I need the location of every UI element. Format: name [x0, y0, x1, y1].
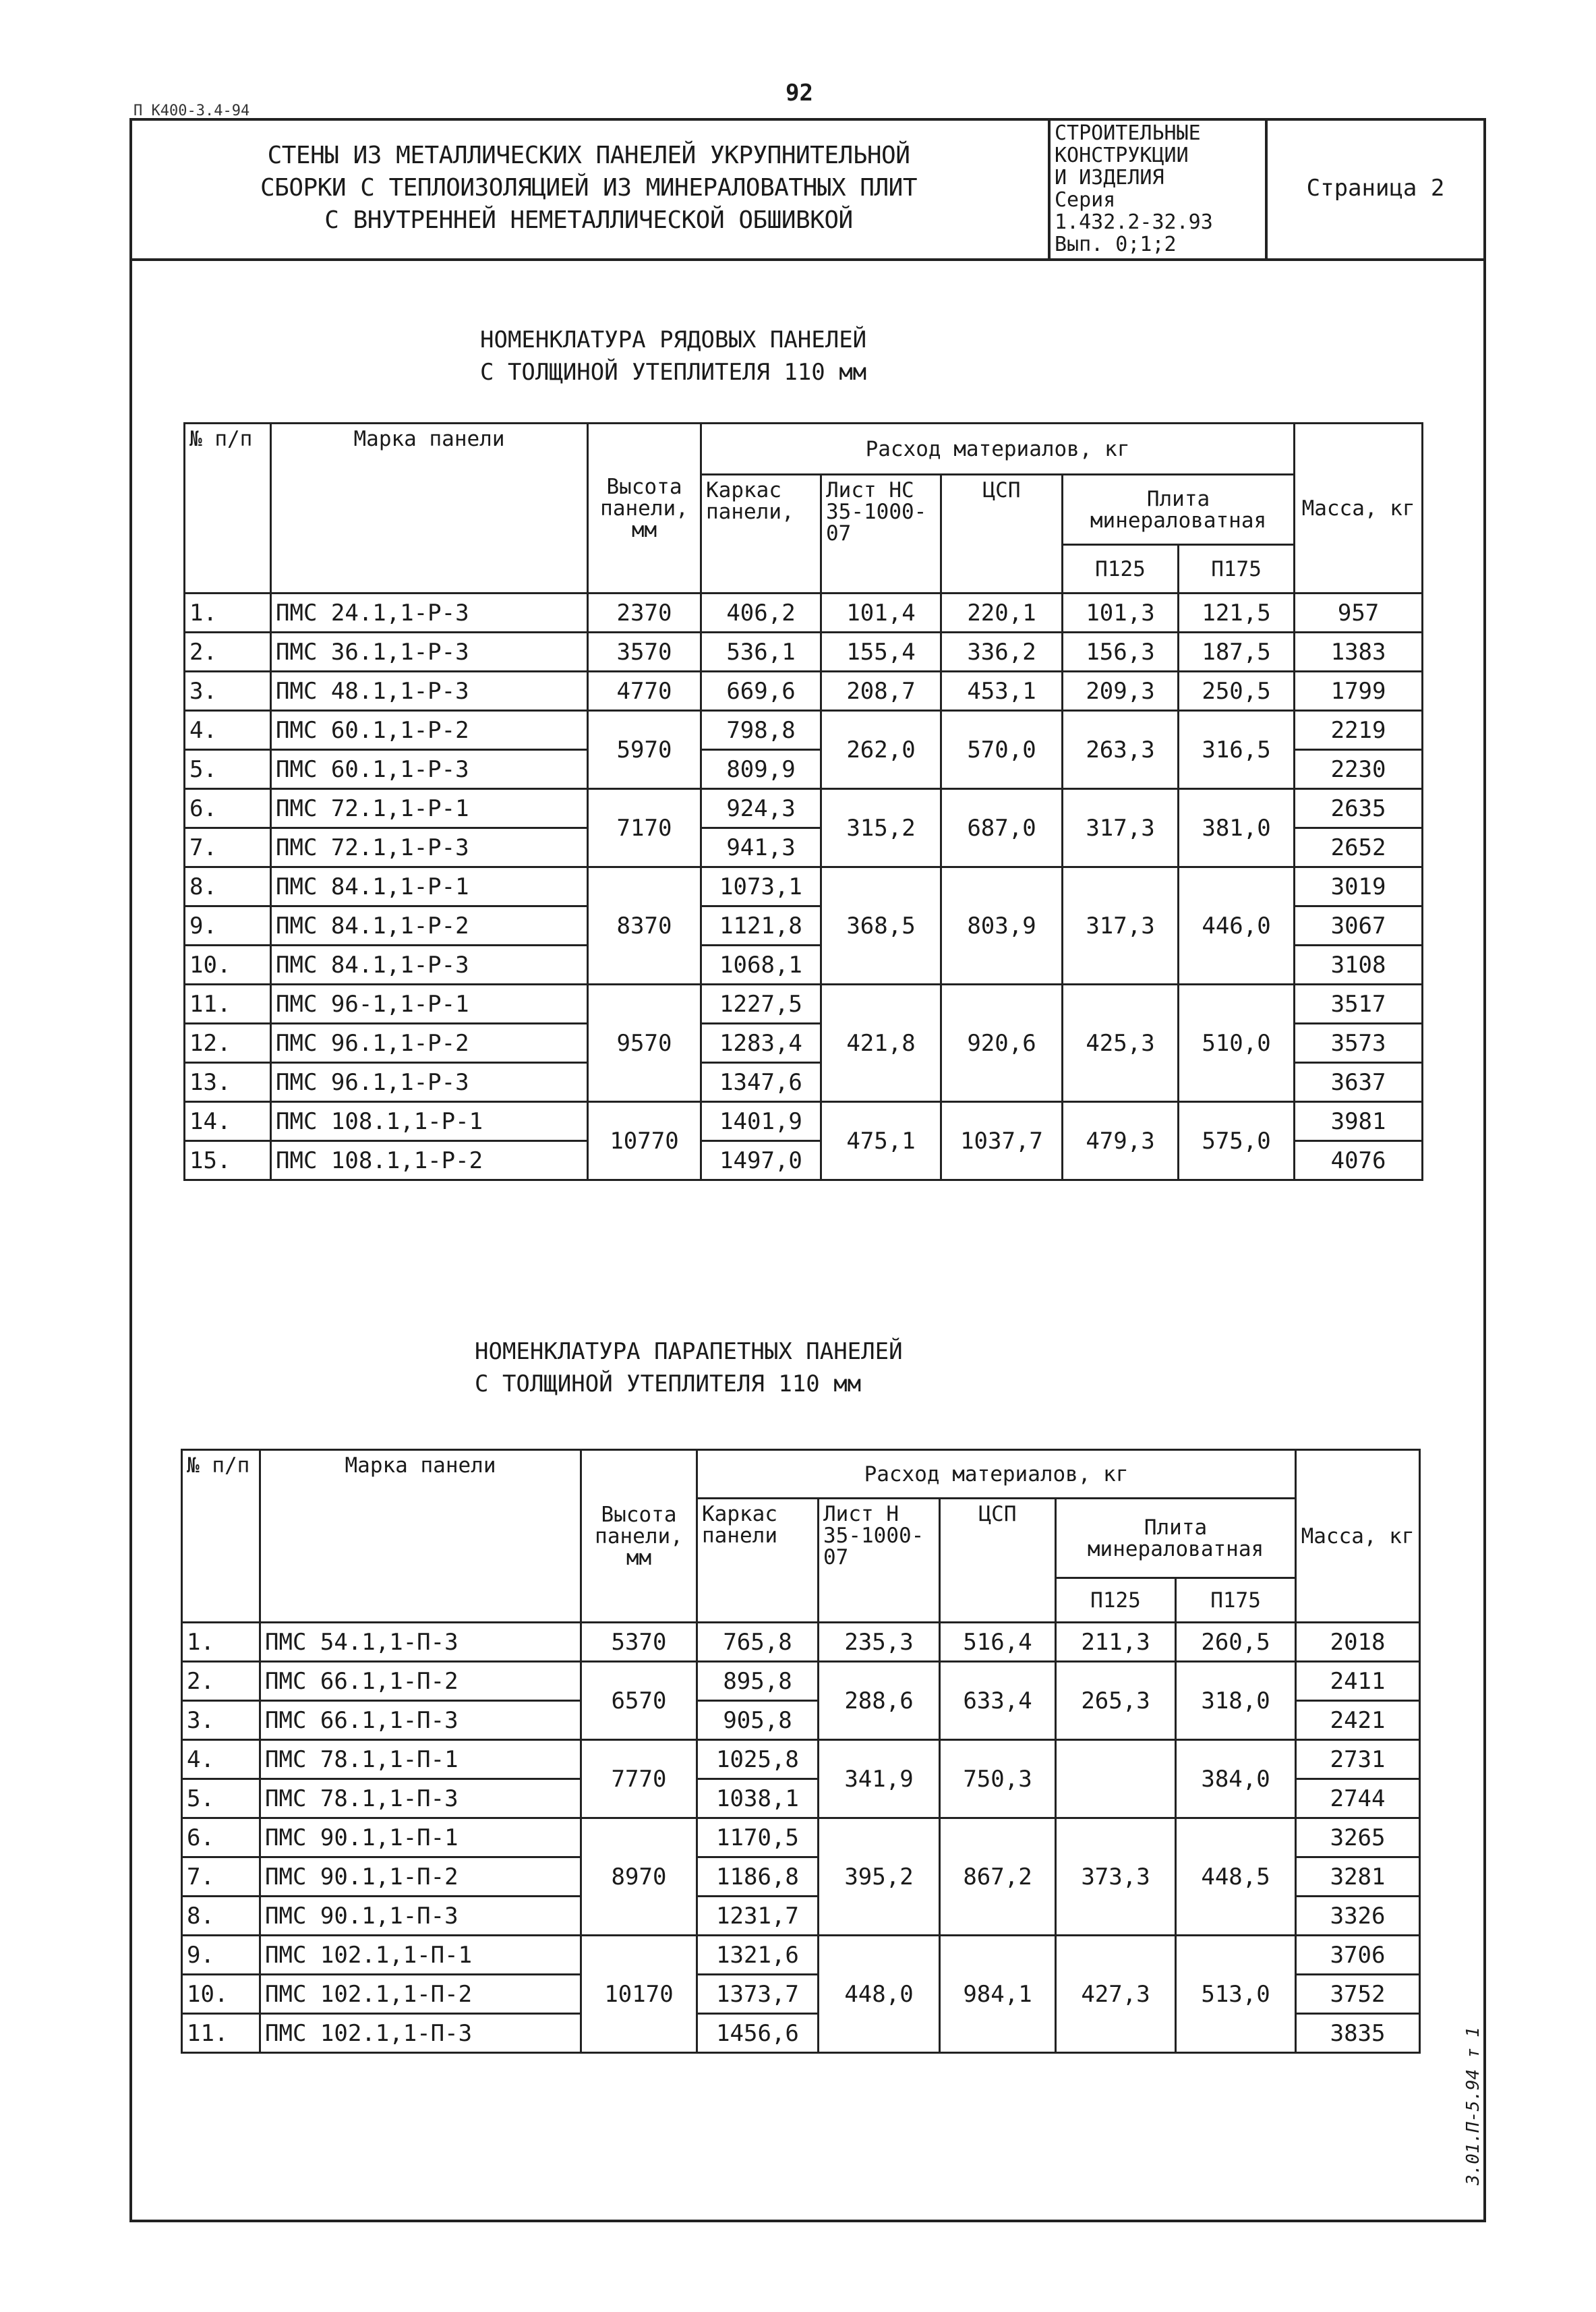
cell-csp: 750,3	[940, 1740, 1056, 1818]
cell-num: 6.	[182, 1818, 260, 1857]
cell-mark: ПМС 102.1,1-П-1	[260, 1936, 581, 1975]
cell-p175: 510,0	[1179, 985, 1295, 1102]
cell-num: 15.	[185, 1141, 271, 1180]
header-sheet: Лист Н 35-1000-07	[819, 1499, 940, 1623]
cell-mark: ПМС 102.1,1-П-2	[260, 1975, 581, 2014]
cell-mass: 3517	[1295, 985, 1423, 1024]
cell-mass: 3067	[1295, 906, 1423, 946]
cell-frame: 1373,7	[697, 1975, 819, 2014]
cell-frame: 1068,1	[701, 946, 821, 985]
cell-sheet: 101,4	[821, 594, 941, 633]
cell-csp: 867,2	[940, 1818, 1056, 1936]
cell-num: 10.	[182, 1975, 260, 2014]
header-num: № п/п	[182, 1450, 260, 1623]
cell-p175: 260,5	[1176, 1623, 1296, 1662]
cell-p175: 318,0	[1176, 1662, 1296, 1740]
cell-height: 7770	[581, 1740, 697, 1818]
series-line: 1.432.2-32.93	[1055, 210, 1213, 234]
cell-height: 6570	[581, 1662, 697, 1740]
cell-num: 6.	[185, 789, 271, 828]
cell-frame: 895,8	[697, 1662, 819, 1701]
cell-mass: 2744	[1296, 1779, 1420, 1818]
cell-mark: ПМС 48.1,1-Р-3	[271, 672, 588, 711]
cell-mass: 3019	[1295, 867, 1423, 906]
series-line: Серия	[1055, 188, 1116, 212]
cell-num: 5.	[185, 750, 271, 789]
cell-mass: 3573	[1295, 1024, 1423, 1063]
cell-mark: ПМС 90.1,1-П-3	[260, 1897, 581, 1936]
cell-sheet: 262,0	[821, 711, 941, 789]
cell-mass: 1383	[1295, 633, 1423, 672]
cell-frame: 406,2	[701, 594, 821, 633]
cell-num: 8.	[182, 1897, 260, 1936]
cell-mark: ПМС 96.1,1-Р-3	[271, 1063, 588, 1102]
series-info	[1051, 118, 1268, 258]
cell-p125: 209,3	[1063, 672, 1179, 711]
cell-num: 11.	[185, 985, 271, 1024]
cell-frame: 1283,4	[701, 1024, 821, 1063]
cell-mass: 2411	[1296, 1662, 1420, 1701]
cell-p125: 373,3	[1056, 1818, 1176, 1936]
cell-height: 10170	[581, 1936, 697, 2053]
cell-frame: 1456,6	[697, 2014, 819, 2053]
cell-p125: 317,3	[1063, 789, 1179, 867]
cell-height: 8370	[588, 867, 701, 985]
cell-sheet: 448,0	[819, 1936, 940, 2053]
cell-height: 10770	[588, 1102, 701, 1180]
cell-csp: 633,4	[940, 1662, 1056, 1740]
cell-frame: 1025,8	[697, 1740, 819, 1779]
cell-p175: 446,0	[1179, 867, 1295, 985]
cell-mass: 3981	[1295, 1102, 1423, 1141]
cell-frame: 765,8	[697, 1623, 819, 1662]
cell-num: 2.	[185, 633, 271, 672]
cell-mark: ПМС 96.1,1-Р-2	[271, 1024, 588, 1063]
header-p125: П125	[1056, 1578, 1176, 1623]
header-mass: Масса, кг	[1295, 424, 1423, 594]
cell-mark: ПМС 84.1,1-Р-2	[271, 906, 588, 946]
table-row	[182, 1818, 1420, 1857]
cell-frame: 1321,6	[697, 1936, 819, 1975]
cell-sheet: 208,7	[821, 672, 941, 711]
cell-num: 1.	[182, 1623, 260, 1662]
cell-num: 10.	[185, 946, 271, 985]
cell-frame: 924,3	[701, 789, 821, 828]
cell-mass: 3326	[1296, 1897, 1420, 1936]
document-title	[129, 118, 1051, 258]
title-line: С ВНУТРЕННЕЙ НЕМЕТАЛЛИЧЕСКОЙ ОБШИВКОЙ	[324, 206, 853, 234]
cell-p125: 425,3	[1063, 985, 1179, 1102]
cell-num: 4.	[182, 1740, 260, 1779]
header-sheet: Лист НС 35-1000-07	[821, 475, 941, 594]
cell-num: 2.	[182, 1662, 260, 1701]
table2-title-line: С ТОЛЩИНОЙ УТЕПЛИТЕЛЯ 110 мм	[475, 1370, 862, 1397]
ordinary-panels-table	[183, 422, 1423, 1181]
cell-num: 14.	[185, 1102, 271, 1141]
cell-p175: 187,5	[1179, 633, 1295, 672]
doc-code: П К400-3.4-94	[134, 103, 250, 119]
cell-sheet: 315,2	[821, 789, 941, 867]
sheet-label: Страница 2	[1306, 175, 1445, 202]
header-mark: Марка панели	[271, 424, 588, 594]
cell-num: 9.	[182, 1936, 260, 1975]
cell-mark: ПМС 60.1,1-Р-3	[271, 750, 588, 789]
series-line: КОНСТРУКЦИИ	[1055, 144, 1189, 167]
cell-height: 5370	[581, 1623, 697, 1662]
cell-mass: 2635	[1295, 789, 1423, 828]
header-mark: Марка панели	[260, 1450, 581, 1623]
cell-sheet: 395,2	[819, 1818, 940, 1936]
cell-mass: 3752	[1296, 1975, 1420, 2014]
table2-title	[475, 1335, 903, 1400]
cell-mark: ПМС 24.1,1-Р-3	[271, 594, 588, 633]
cell-csp: 220,1	[941, 594, 1063, 633]
header-plate: Плита минераловатная	[1063, 475, 1295, 545]
cell-height: 5970	[588, 711, 701, 789]
cell-csp: 570,0	[941, 711, 1063, 789]
cell-mark: ПМС 102.1,1-П-3	[260, 2014, 581, 2053]
table-row	[185, 789, 1423, 828]
cell-num: 7.	[185, 828, 271, 867]
cell-mass: 2421	[1296, 1701, 1420, 1740]
cell-p175: 121,5	[1179, 594, 1295, 633]
cell-csp: 336,2	[941, 633, 1063, 672]
cell-frame: 1227,5	[701, 985, 821, 1024]
cell-frame: 1186,8	[697, 1857, 819, 1897]
header-csp: ЦСП	[941, 475, 1063, 594]
cell-sheet: 475,1	[821, 1102, 941, 1180]
cell-csp: 803,9	[941, 867, 1063, 985]
series-line: И ИЗДЕЛИЯ	[1055, 166, 1164, 190]
cell-frame: 1073,1	[701, 867, 821, 906]
cell-frame: 798,8	[701, 711, 821, 750]
cell-mass: 4076	[1295, 1141, 1423, 1180]
cell-mass: 1799	[1295, 672, 1423, 711]
cell-sheet: 235,3	[819, 1623, 940, 1662]
cell-frame: 941,3	[701, 828, 821, 867]
cell-p125: 427,3	[1056, 1936, 1176, 2053]
cell-csp: 1037,7	[941, 1102, 1063, 1180]
cell-mark: ПМС 66.1,1-П-3	[260, 1701, 581, 1740]
cell-mass: 2219	[1295, 711, 1423, 750]
cell-csp: 920,6	[941, 985, 1063, 1102]
cell-frame: 669,6	[701, 672, 821, 711]
cell-frame: 1231,7	[697, 1897, 819, 1936]
cell-height: 8970	[581, 1818, 697, 1936]
cell-sheet: 341,9	[819, 1740, 940, 1818]
cell-mass: 2731	[1296, 1740, 1420, 1779]
header-height: Высота панели, мм	[588, 424, 701, 594]
table-row	[185, 1102, 1423, 1141]
cell-mass: 3265	[1296, 1818, 1420, 1857]
cell-p175: 316,5	[1179, 711, 1295, 789]
cell-p175: 513,0	[1176, 1936, 1296, 2053]
cell-num: 7.	[182, 1857, 260, 1897]
cell-mark: ПМС 60.1,1-Р-2	[271, 711, 588, 750]
cell-frame: 1121,8	[701, 906, 821, 946]
cell-p125: 317,3	[1063, 867, 1179, 985]
title-line: СБОРКИ С ТЕПЛОИЗОЛЯЦИЕЙ ИЗ МИНЕРАЛОВАТНЫХ ПЛИТ	[260, 174, 917, 202]
cell-height: 2370	[588, 594, 701, 633]
cell-num: 3.	[185, 672, 271, 711]
header-materials: Расход материалов, кг	[697, 1450, 1296, 1499]
header-plate: Плита минераловатная	[1056, 1499, 1296, 1578]
cell-frame: 1347,6	[701, 1063, 821, 1102]
cell-frame: 536,1	[701, 633, 821, 672]
table-row	[182, 1623, 1420, 1662]
cell-mark: ПМС 84.1,1-Р-1	[271, 867, 588, 906]
header-mass: Масса, кг	[1296, 1450, 1420, 1623]
cell-csp: 687,0	[941, 789, 1063, 867]
cell-p175: 250,5	[1179, 672, 1295, 711]
series-line: Вып. 0;1;2	[1055, 233, 1177, 256]
cell-csp: 453,1	[941, 672, 1063, 711]
cell-p125: 263,3	[1063, 711, 1179, 789]
table-row	[182, 1936, 1420, 1975]
cell-p125	[1056, 1740, 1176, 1818]
cell-mark: ПМС 66.1,1-П-2	[260, 1662, 581, 1701]
header-materials: Расход материалов, кг	[701, 424, 1295, 475]
cell-p175: 575,0	[1179, 1102, 1295, 1180]
table-row	[185, 672, 1423, 711]
cell-sheet: 368,5	[821, 867, 941, 985]
cell-num: 4.	[185, 711, 271, 750]
cell-mass: 3835	[1296, 2014, 1420, 2053]
cell-mark: ПМС 78.1,1-П-3	[260, 1779, 581, 1818]
cell-num: 8.	[185, 867, 271, 906]
cell-mass: 3706	[1296, 1936, 1420, 1975]
header-frame: Каркас панели	[697, 1499, 819, 1623]
cell-mark: ПМС 54.1,1-П-3	[260, 1623, 581, 1662]
cell-num: 3.	[182, 1701, 260, 1740]
table1-title-line: С ТОЛЩИНОЙ УТЕПЛИТЕЛЯ 110 мм	[480, 359, 867, 386]
header-frame: Каркас панели,	[701, 475, 821, 594]
header-num: № п/п	[185, 424, 271, 594]
cell-mass: 2652	[1295, 828, 1423, 867]
cell-num: 12.	[185, 1024, 271, 1063]
cell-mass: 2018	[1296, 1623, 1420, 1662]
cell-num: 1.	[185, 594, 271, 633]
header-p175: П175	[1176, 1578, 1296, 1623]
cell-mark: ПМС 108.1,1-Р-2	[271, 1141, 588, 1180]
cell-num: 11.	[182, 2014, 260, 2053]
cell-p125: 479,3	[1063, 1102, 1179, 1180]
cell-mark: ПМС 84.1,1-Р-3	[271, 946, 588, 985]
cell-mark: ПМС 90.1,1-П-1	[260, 1818, 581, 1857]
cell-mass: 3281	[1296, 1857, 1420, 1897]
cell-mass: 957	[1295, 594, 1423, 633]
cell-num: 5.	[182, 1779, 260, 1818]
cell-mark: ПМС 36.1,1-Р-3	[271, 633, 588, 672]
cell-height: 3570	[588, 633, 701, 672]
table-row	[185, 594, 1423, 633]
cell-p175: 448,5	[1176, 1818, 1296, 1936]
header-p175: П175	[1179, 545, 1295, 594]
cell-sheet: 288,6	[819, 1662, 940, 1740]
cell-frame: 1170,5	[697, 1818, 819, 1857]
cell-num: 13.	[185, 1063, 271, 1102]
cell-mass: 2230	[1295, 750, 1423, 789]
table-row	[182, 1740, 1420, 1779]
cell-frame: 905,8	[697, 1701, 819, 1740]
table-row	[182, 1662, 1420, 1701]
cell-p175: 381,0	[1179, 789, 1295, 867]
cell-sheet: 421,8	[821, 985, 941, 1102]
cell-height: 4770	[588, 672, 701, 711]
cell-mass: 3637	[1295, 1063, 1423, 1102]
cell-frame: 1497,0	[701, 1141, 821, 1180]
header-height: Высота панели, мм	[581, 1450, 697, 1623]
title-line: СТЕНЫ ИЗ МЕТАЛЛИЧЕСКИХ ПАНЕЛЕЙ УКРУПНИТЕЛЬНОЙ	[267, 142, 910, 169]
cell-frame: 1401,9	[701, 1102, 821, 1141]
side-code: 3.01.П-5.94 т 1	[1463, 2027, 1483, 2185]
cell-num: 9.	[185, 906, 271, 946]
cell-csp: 984,1	[940, 1936, 1056, 2053]
cell-mark: ПМС 78.1,1-П-1	[260, 1740, 581, 1779]
cell-frame: 1038,1	[697, 1779, 819, 1818]
cell-mark: ПМС 108.1,1-Р-1	[271, 1102, 588, 1141]
title-block	[129, 118, 1486, 261]
cell-p175: 384,0	[1176, 1740, 1296, 1818]
table-row	[185, 711, 1423, 750]
cell-p125: 265,3	[1056, 1662, 1176, 1740]
cell-p125: 156,3	[1063, 633, 1179, 672]
cell-mass: 3108	[1295, 946, 1423, 985]
cell-p125: 101,3	[1063, 594, 1179, 633]
table1-title	[480, 324, 866, 388]
header-p125: П125	[1063, 545, 1179, 594]
cell-mark: ПМС 96-1,1-Р-1	[271, 985, 588, 1024]
cell-frame: 809,9	[701, 750, 821, 789]
cell-height: 9570	[588, 985, 701, 1102]
parapet-panels-table	[181, 1449, 1421, 2054]
cell-mark: ПМС 72.1,1-Р-3	[271, 828, 588, 867]
cell-height: 7170	[588, 789, 701, 867]
table2-title-line: НОМЕНКЛАТУРА ПАРАПЕТНЫХ ПАНЕЛЕЙ	[475, 1338, 903, 1365]
cell-mark: ПМС 72.1,1-Р-1	[271, 789, 588, 828]
series-line: СТРОИТЕЛЬНЫЕ	[1055, 121, 1201, 145]
header-csp: ЦСП	[940, 1499, 1056, 1623]
table-row	[185, 985, 1423, 1024]
cell-p125: 211,3	[1056, 1623, 1176, 1662]
cell-mark: ПМС 90.1,1-П-2	[260, 1857, 581, 1897]
cell-csp: 516,4	[940, 1623, 1056, 1662]
table1-title-line: НОМЕНКЛАТУРА РЯДОВЫХ ПАНЕЛЕЙ	[480, 326, 867, 353]
table-row	[185, 633, 1423, 672]
page-number: 92	[786, 80, 813, 107]
cell-sheet: 155,4	[821, 633, 941, 672]
table-row	[185, 867, 1423, 906]
